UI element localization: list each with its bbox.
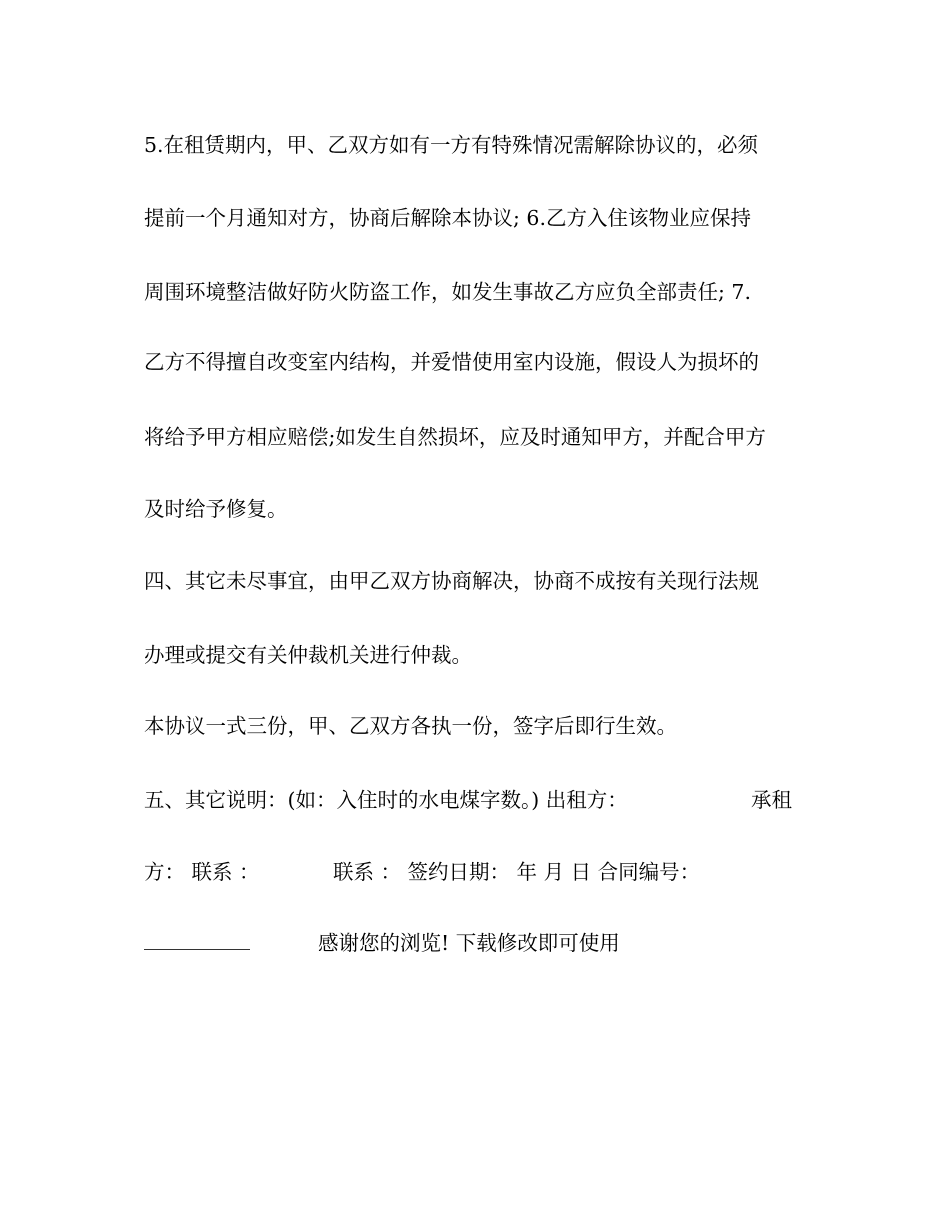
- section-5-line-2: [144, 858, 824, 886]
- section-4-line-2: 办理或提交有关仲裁机关进行仲裁。: [144, 643, 472, 667]
- clause-5-line-1: 5.在租赁期内，甲、乙双方如有一方有特殊情况需解除协议的，必须: [144, 133, 759, 157]
- section-4-line-1: 四、其它未尽事宜，由甲乙双方协商解决，协商不成按有关现行法规: [144, 569, 759, 593]
- clause-5-line-3: 周围环境整洁做好防火防盗工作，如发生事故乙方应负全部责任; 7.: [144, 280, 751, 304]
- clause-5-line-4: 乙方不得擅自改变室内结构，并爱惜使用室内设施，假设人为损坏的: [144, 350, 759, 374]
- thanks-note: 感谢您的浏览! 下载修改即可使用: [318, 931, 620, 955]
- section-5-text: 五、其它说明：(如：入住时的水电煤字数。) 出租方：: [144, 788, 628, 812]
- clause-5-line-5: 将给予甲方相应赔偿;如发生自然损坏，应及时通知甲方，并配合甲方: [144, 425, 766, 449]
- copies-clause: 本协议一式三份，甲、乙双方各执一份，签字后即行生效。: [144, 714, 677, 738]
- lessee-label-start: 承租: [751, 788, 792, 812]
- clause-5-line-2: 提前一个月通知对方，协商后解除本协议; 6.乙方入住该物业应保持: [144, 206, 751, 230]
- contact-date-contract-number: 联系 ： 签约日期： 年 月 日 合同编号：: [333, 860, 701, 884]
- signature-blank-line: [144, 949, 250, 950]
- lessee-contact: 方： 联系 ：: [144, 860, 260, 884]
- clause-5-line-6: 及时给予修复。: [144, 497, 288, 521]
- section-5-line-1: [144, 786, 824, 814]
